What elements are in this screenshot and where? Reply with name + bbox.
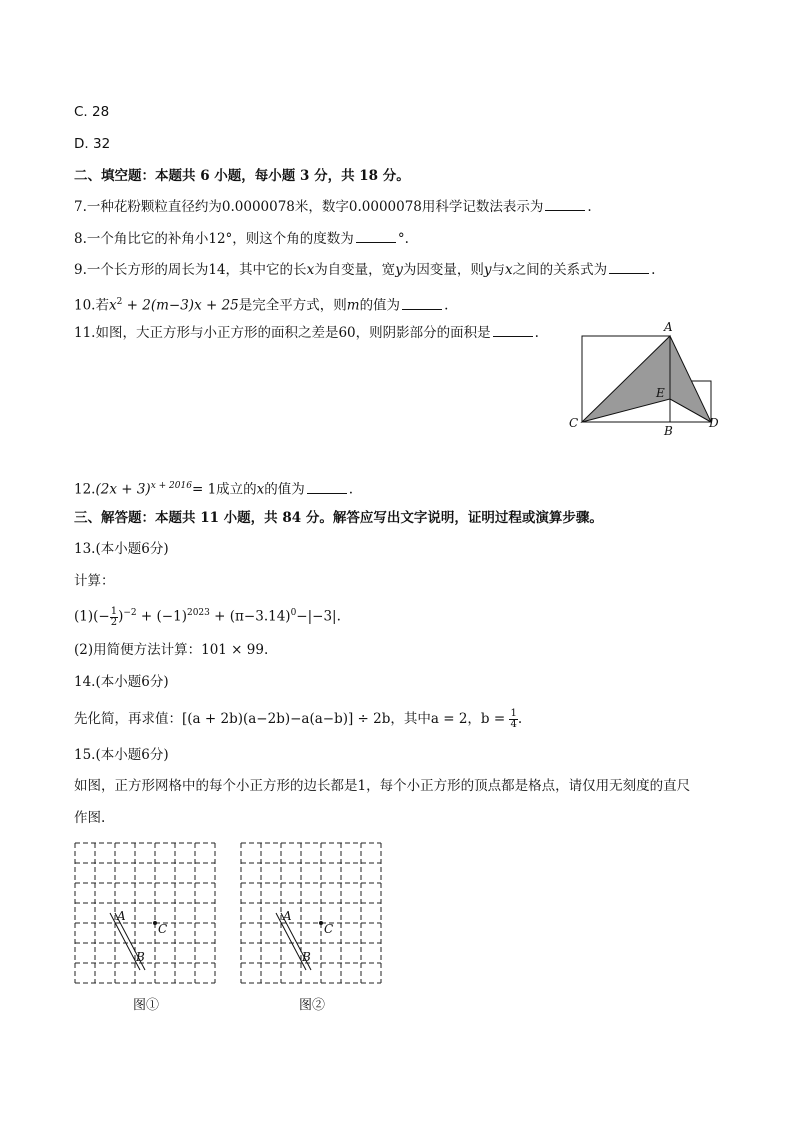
section3-heading: 三、解答题：本题共 11 小题，共 84 分。解答应写出文字说明，证明过程或演算步骤。 xyxy=(74,510,603,526)
q9-text-b: 为自变量，宽 xyxy=(314,262,396,278)
point-c xyxy=(319,921,323,925)
q13-part2: (2)用简便方法计算：101 × 99. xyxy=(74,642,269,658)
q13-p1-num: 1 xyxy=(110,605,118,617)
q13-p1-e: −|−3|. xyxy=(296,608,341,625)
q12-exponent: x + 2016 xyxy=(150,481,192,491)
q9-end: . xyxy=(651,262,656,278)
q10-prefix: 10.若 xyxy=(74,297,109,314)
q10-exponent: 2 xyxy=(116,297,123,307)
q11-label-a: A xyxy=(664,320,673,334)
question-9 xyxy=(74,261,655,279)
q15-fig1-caption: 图① xyxy=(133,998,160,1013)
q14-frac-den: 4 xyxy=(510,719,517,730)
q13-p1-b: ) xyxy=(118,608,124,625)
q15-title: 15.(本小题6分) xyxy=(74,747,169,763)
q15-grid-figure-1 xyxy=(72,840,220,988)
q11-label-d: D xyxy=(709,416,719,430)
q11-label-e: E xyxy=(656,386,665,400)
q11-label-b: B xyxy=(664,424,673,438)
q15-text-1: 如图，正方形网格中的每个小正方形的边长都是1，每个小正方形的顶点都是格点，请仅用无刻度的直尺 xyxy=(74,778,691,794)
q10-suffix: 是完全平方式，则 xyxy=(238,297,347,314)
q11-shaded-left xyxy=(582,336,670,422)
q10-expr-a: x xyxy=(108,297,117,314)
q7-end: . xyxy=(587,199,592,215)
q9-text-a: 9.一个长方形的周长为14，其中它的长 xyxy=(74,262,307,278)
q15-grid-figure-2 xyxy=(238,840,386,988)
q10-answer-blank[interactable] xyxy=(402,297,442,310)
q13-p1-fraction xyxy=(110,607,118,628)
q13-p1-exp2: 2023 xyxy=(186,608,210,618)
q13-title: 13.(本小题6分) xyxy=(74,541,169,557)
q9-text-c: 为因变量，则 xyxy=(402,262,484,278)
q10-var-m: m xyxy=(346,297,360,314)
q9-var-y: y xyxy=(395,262,403,278)
q8-end: °. xyxy=(397,231,409,247)
q8-text: 8.一个角比它的补角小12°，则这个角的度数为 xyxy=(74,231,354,247)
q9-answer-blank[interactable] xyxy=(609,261,649,274)
question-10 xyxy=(74,293,448,315)
q11-shaded-right xyxy=(670,336,711,422)
q12-base: (2x + 3) xyxy=(95,481,151,498)
q11-figure xyxy=(566,318,726,438)
q12-var-x: x xyxy=(256,481,265,498)
q11-end: . xyxy=(534,325,539,341)
q9-text-e: 之间的关系式为 xyxy=(512,262,608,278)
q14-title: 14.(本小题6分) xyxy=(74,674,169,690)
q14-end: . xyxy=(517,711,523,727)
question-11 xyxy=(74,324,539,342)
q13-p1-den: 2 xyxy=(110,616,118,628)
point-c xyxy=(153,921,157,925)
option-d: D. 32 xyxy=(74,136,111,152)
option-c: C. 28 xyxy=(74,104,110,120)
q11-label-c: C xyxy=(569,416,579,430)
q14-frac-num: 1 xyxy=(510,708,517,719)
q12-eq: = 1成立的 xyxy=(191,481,257,498)
label-a: A xyxy=(117,909,126,923)
q11-text: 11.如图，大正方形与小正方形的面积之差是60，则阴影部分的面积是 xyxy=(74,325,491,341)
label-b: B xyxy=(302,950,311,964)
section2-heading: 二、填空题：本题共 6 小题，每小题 3 分，共 18 分。 xyxy=(74,168,410,184)
question-12 xyxy=(74,477,353,499)
q8-answer-blank[interactable] xyxy=(356,230,396,243)
q12-answer-blank[interactable] xyxy=(307,481,347,494)
q14-fraction xyxy=(509,709,517,730)
q10-expr-b: + 2(m−3)x + 25 xyxy=(122,297,239,314)
q14-body xyxy=(74,709,522,730)
q15-fig2-caption: 图② xyxy=(299,998,326,1013)
grid-lines xyxy=(241,843,381,983)
q15-text-2: 作图. xyxy=(74,810,106,826)
q7-text: 7.一种花粉颗粒直径约为0.0000078米，数字0.0000078用科学记数法表示为 xyxy=(74,199,544,215)
grid-lines xyxy=(75,843,215,983)
q12-end: . xyxy=(348,481,354,498)
q13-p1-c: + (−1) xyxy=(136,608,187,625)
q11-answer-blank[interactable] xyxy=(493,324,533,337)
q13-p1-d: + (π−3.14) xyxy=(209,608,291,625)
q10-suffix2: 的值为 xyxy=(359,297,401,314)
q13-p1-exp1: −2 xyxy=(123,608,137,618)
question-7 xyxy=(74,198,592,216)
q13-intro: 计算： xyxy=(74,573,115,589)
label-c: C xyxy=(158,922,168,936)
q12-suffix: 的值为 xyxy=(264,481,305,498)
q7-answer-blank[interactable] xyxy=(545,198,585,211)
q13-p1-a: (1)(− xyxy=(74,608,110,625)
q10-end: . xyxy=(444,297,449,314)
q12-prefix: 12. xyxy=(74,481,96,498)
label-a: A xyxy=(283,909,292,923)
q9-text-d: 与 xyxy=(491,262,505,278)
q13-p1-exp3: 0 xyxy=(290,608,297,618)
q14-text: 先化简，再求值：[(a + 2b)(a−2b)−a(a−b)] ÷ 2b，其中a = 2，b = xyxy=(74,711,510,727)
label-b: B xyxy=(136,950,145,964)
q9-var-x2: x xyxy=(504,262,513,278)
q9-var-y2: y xyxy=(483,262,492,278)
q13-part1 xyxy=(74,604,341,628)
question-8 xyxy=(74,230,409,248)
label-c: C xyxy=(324,922,334,936)
q9-var-x: x xyxy=(306,262,315,278)
